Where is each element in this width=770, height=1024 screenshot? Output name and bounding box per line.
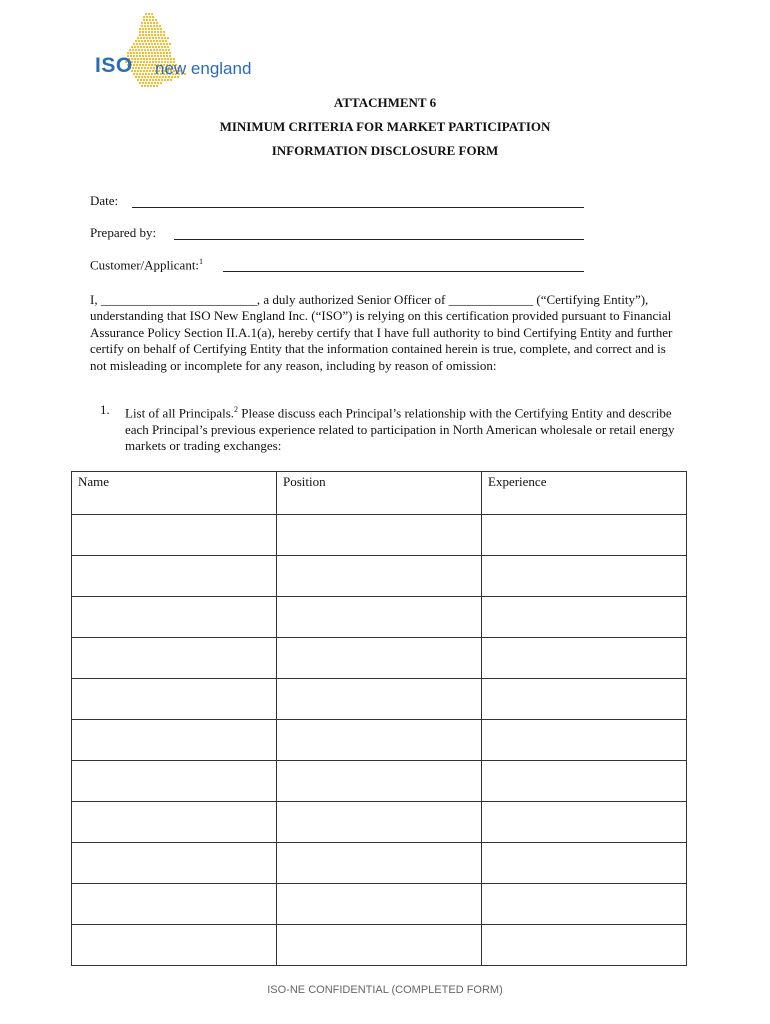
position-cell[interactable] [277, 720, 482, 761]
map-dot [139, 55, 141, 57]
position-cell[interactable] [277, 638, 482, 679]
map-dot [136, 73, 138, 75]
map-dot [147, 67, 149, 69]
map-dot [137, 58, 139, 60]
position-cell[interactable] [277, 556, 482, 597]
table-row [72, 802, 687, 843]
map-dot [138, 49, 140, 51]
name-cell[interactable] [72, 638, 277, 679]
map-dot [160, 28, 162, 30]
attachment-title: ATTACHMENT 6 [333, 95, 437, 110]
customer-applicant-blank-line[interactable] [223, 271, 584, 272]
prepared-by-field[interactable] [90, 225, 156, 241]
map-dot [160, 52, 162, 54]
map-dot [143, 79, 145, 81]
map-dot [157, 28, 159, 30]
map-dot [160, 43, 162, 45]
map-dot [135, 67, 137, 69]
form-title: INFORMATION DISCLOSURE FORM [271, 143, 499, 158]
map-dot [145, 31, 147, 33]
map-dot [158, 37, 160, 39]
map-dot [143, 61, 145, 63]
map-dot [138, 67, 140, 69]
map-dot [152, 46, 154, 48]
customer-applicant-field[interactable] [90, 257, 203, 273]
name-cell[interactable] [72, 925, 277, 966]
map-dot [138, 40, 140, 42]
map-dot [163, 34, 165, 36]
map-dot [150, 25, 152, 27]
experience-cell[interactable] [482, 556, 687, 597]
map-dot [134, 70, 136, 72]
map-dot [143, 58, 145, 60]
map-dot [153, 40, 155, 42]
map-dot [150, 76, 152, 78]
map-dot [146, 58, 148, 60]
map-dot [142, 43, 144, 45]
map-dot [152, 19, 154, 21]
map-dot [145, 82, 147, 84]
map-dot [157, 34, 159, 36]
map-dot [146, 37, 148, 39]
experience-cell[interactable] [482, 515, 687, 556]
experience-cell[interactable] [482, 720, 687, 761]
map-dot [151, 52, 153, 54]
map-dot [141, 76, 143, 78]
map-dot [151, 13, 153, 15]
certification-paragraph: I, ________________________, a duly authorized Senior Officer of _____________ (“Certifying Entity”), understanding that ISO New England Inc. (“ISO”) is relying on this certification provided pursuant to Financial Assurance Policy Section II.A.1(a), hereby certify that I have full authority to bind Certifying Entity and further certify on behalf of Certifying Entity that the information contained herein is true, complete, and correct and is not misleading or incomplete for any reason, including by reason of omission: [90, 292, 673, 373]
position-cell[interactable] [277, 515, 482, 556]
map-dot [157, 43, 159, 45]
position-cell[interactable] [277, 761, 482, 802]
map-dot [154, 31, 156, 33]
map-dot [150, 40, 152, 42]
map-dot [148, 43, 150, 45]
date-field[interactable] [90, 193, 118, 209]
map-dot [140, 79, 142, 81]
map-dot [148, 82, 150, 84]
map-dot [147, 85, 149, 87]
map-dot [150, 67, 152, 69]
map-dot [151, 55, 153, 57]
experience-cell[interactable] [482, 597, 687, 638]
map-dot [140, 46, 142, 48]
map-dot [161, 37, 163, 39]
map-dot [139, 34, 141, 36]
map-dot [169, 43, 171, 45]
map-dot [148, 31, 150, 33]
map-dot [140, 37, 142, 39]
map-dot [143, 16, 145, 18]
map-dot [147, 40, 149, 42]
name-cell[interactable] [72, 761, 277, 802]
experience-cell[interactable] [482, 884, 687, 925]
map-dot [154, 52, 156, 54]
map-dot [137, 61, 139, 63]
map-dot [157, 31, 159, 33]
map-dot [163, 43, 165, 45]
map-dot [133, 64, 135, 66]
confidential-footer: ISO-NE CONFIDENTIAL (COMPLETED FORM) [267, 984, 503, 996]
map-dot [134, 61, 136, 63]
map-dot [146, 61, 148, 63]
map-dot [148, 13, 150, 15]
table-row [72, 761, 687, 802]
map-dot [136, 55, 138, 57]
table-row [72, 515, 687, 556]
map-dot [132, 49, 134, 51]
map-dot [148, 34, 150, 36]
map-dot [148, 28, 150, 30]
table-row [72, 843, 687, 884]
footnote-1-marker: 1 [199, 257, 204, 266]
map-dot [137, 37, 139, 39]
map-dot [145, 64, 147, 66]
name-cell[interactable] [72, 515, 277, 556]
map-dot [135, 49, 137, 51]
map-dot [147, 76, 149, 78]
map-dot [149, 61, 151, 63]
map-dot [142, 34, 144, 36]
map-dot [150, 22, 152, 24]
name-cell[interactable] [72, 679, 277, 720]
map-dot [154, 82, 156, 84]
table-row [72, 884, 687, 925]
map-dot [137, 70, 139, 72]
map-dot [153, 22, 155, 24]
map-dot [152, 61, 154, 63]
map-dot [151, 73, 153, 75]
table-row [72, 638, 687, 679]
position-cell[interactable] [277, 679, 482, 720]
map-dot [170, 79, 172, 81]
map-dot [163, 52, 165, 54]
map-dot [139, 28, 141, 30]
map-dot [165, 49, 167, 51]
map-dot [167, 46, 169, 48]
map-dot [144, 67, 146, 69]
map-dot [149, 79, 151, 81]
principals-table [71, 471, 687, 966]
experience-cell[interactable] [482, 802, 687, 843]
map-dot [152, 37, 154, 39]
map-dot [146, 16, 148, 18]
map-dot [142, 55, 144, 57]
map-dot [145, 43, 147, 45]
map-dot [166, 55, 168, 57]
map-dot [155, 19, 157, 21]
name-cell[interactable] [72, 843, 277, 884]
table-row [72, 597, 687, 638]
map-dot [161, 79, 163, 81]
map-dot [133, 73, 135, 75]
map-dot [163, 31, 165, 33]
map-dot [159, 40, 161, 42]
map-dot [154, 55, 156, 57]
map-dot [145, 55, 147, 57]
map-dot [167, 37, 169, 39]
table-row [72, 556, 687, 597]
item-number: 1. [100, 402, 110, 417]
map-dot [143, 70, 145, 72]
experience-cell[interactable] [482, 843, 687, 884]
map-dot [136, 43, 138, 45]
logo-iso-text: ISO [95, 54, 133, 77]
item-description: Please discuss each Principal’s relationship with the Certifying Entity and describe each Principal’s previous experience related to participation in North American wholesale or retail energy markets or trading exchanges: [125, 405, 675, 454]
date-blank-line[interactable] [132, 207, 584, 208]
map-dot [152, 58, 154, 60]
map-dot [160, 82, 162, 84]
experience-cell[interactable] [482, 638, 687, 679]
table-row [72, 925, 687, 966]
experience-cell[interactable] [482, 925, 687, 966]
map-dot [142, 28, 144, 30]
map-dot [157, 82, 159, 84]
map-dot [151, 64, 153, 66]
map-dot [159, 49, 161, 51]
table-header-row [72, 472, 687, 515]
map-dot [141, 40, 143, 42]
map-dot [135, 40, 137, 42]
map-dot [141, 67, 143, 69]
map-dot [142, 64, 144, 66]
map-dot [152, 70, 154, 72]
map-dot [144, 85, 146, 87]
map-dot [149, 46, 151, 48]
map-dot [153, 25, 155, 27]
map-dot [142, 52, 144, 54]
map-dot [157, 55, 159, 57]
name-cell[interactable] [72, 802, 277, 843]
map-dot [164, 37, 166, 39]
map-dot [151, 43, 153, 45]
column-header-name: Name [72, 472, 277, 515]
map-dot [139, 73, 141, 75]
map-dot [136, 64, 138, 66]
map-dot [144, 40, 146, 42]
position-cell[interactable] [277, 597, 482, 638]
map-dot [156, 85, 158, 87]
map-dot [146, 79, 148, 81]
map-dot [147, 25, 149, 27]
map-dot [134, 46, 136, 48]
map-dot [147, 49, 149, 51]
prepared-by-blank-line[interactable] [174, 239, 584, 240]
map-dot [148, 64, 150, 66]
map-dot [133, 43, 135, 45]
map-dot [139, 43, 141, 45]
map-dot [142, 82, 144, 84]
position-cell[interactable] [277, 884, 482, 925]
map-dot [144, 22, 146, 24]
map-dot [155, 46, 157, 48]
map-dot [151, 34, 153, 36]
map-dot [166, 52, 168, 54]
experience-cell[interactable] [482, 679, 687, 720]
map-dot [151, 82, 153, 84]
map-dot [145, 28, 147, 30]
map-dot [153, 49, 155, 51]
name-cell[interactable] [72, 884, 277, 925]
date-label: Date: [90, 193, 119, 208]
map-dot [155, 37, 157, 39]
map-dot [146, 19, 148, 21]
map-dot [141, 22, 143, 24]
map-dot [160, 55, 162, 57]
column-header-position: Position [277, 472, 482, 515]
map-dot [133, 55, 135, 57]
item-text [125, 402, 690, 455]
map-dot [141, 25, 143, 27]
logo-new-england-text: new england [155, 59, 252, 78]
map-dot [165, 40, 167, 42]
map-dot [149, 19, 151, 21]
map-dot [145, 13, 147, 15]
map-dot [154, 28, 156, 30]
map-dot [158, 46, 160, 48]
map-dot [136, 52, 138, 54]
map-dot [150, 85, 152, 87]
map-dot [137, 79, 139, 81]
map-dot [139, 31, 141, 33]
name-cell[interactable] [72, 597, 277, 638]
map-dot [157, 52, 159, 54]
map-dot [148, 55, 150, 57]
map-dot [143, 46, 145, 48]
map-dot [139, 52, 141, 54]
name-cell[interactable] [72, 720, 277, 761]
map-dot [156, 22, 158, 24]
map-dot [140, 70, 142, 72]
map-dot [142, 31, 144, 33]
map-dot [159, 25, 161, 27]
map-dot [169, 52, 171, 54]
map-dot [167, 79, 169, 81]
map-dot [163, 55, 165, 57]
map-dot [152, 79, 154, 81]
map-dot [135, 76, 137, 78]
prepared-by-label: Prepared by: [90, 225, 157, 240]
map-dot [146, 46, 148, 48]
map-dot [168, 49, 170, 51]
map-dot [169, 55, 171, 57]
customer-applicant-label: Customer/Applicant: [90, 257, 200, 273]
map-dot [139, 64, 141, 66]
position-cell[interactable] [277, 925, 482, 966]
map-dot [145, 52, 147, 54]
map-dot [140, 61, 142, 63]
map-dot [134, 58, 136, 60]
map-dot [137, 46, 139, 48]
footnote-2-marker: 2 [234, 405, 239, 414]
criteria-title: MINIMUM CRITERIA FOR MARKET PARTICIPATION [219, 119, 551, 134]
map-dot [145, 34, 147, 36]
map-dot [162, 49, 164, 51]
map-dot [143, 19, 145, 21]
map-dot [141, 49, 143, 51]
map-dot [148, 52, 150, 54]
map-dot [144, 49, 146, 51]
map-dot [155, 79, 157, 81]
experience-cell[interactable] [482, 761, 687, 802]
map-dot [158, 79, 160, 81]
iso-new-england-logo [92, 12, 262, 90]
map-dot [150, 49, 152, 51]
table-row [72, 720, 687, 761]
map-dot [139, 82, 141, 84]
map-dot [129, 49, 131, 51]
map-dot [151, 31, 153, 33]
map-dot [144, 76, 146, 78]
map-dot [145, 73, 147, 75]
map-dot [149, 16, 151, 18]
column-header-experience: Experience [482, 472, 687, 515]
table-row [72, 679, 687, 720]
map-dot [161, 46, 163, 48]
map-dot [153, 85, 155, 87]
map-dot [154, 34, 156, 36]
map-dot [166, 43, 168, 45]
map-dot [156, 25, 158, 27]
position-cell[interactable] [277, 843, 482, 884]
map-dot [162, 40, 164, 42]
map-dot [154, 43, 156, 45]
map-dot [149, 37, 151, 39]
map-dot [156, 40, 158, 42]
position-cell[interactable] [277, 802, 482, 843]
map-dot [133, 52, 135, 54]
map-dot [149, 70, 151, 72]
map-dot [140, 58, 142, 60]
map-dot [149, 58, 151, 60]
map-dot [147, 22, 149, 24]
item-lead: List of all Principals. [125, 405, 235, 421]
map-dot [148, 73, 150, 75]
map-dot [146, 70, 148, 72]
map-dot [152, 16, 154, 18]
map-dot [144, 25, 146, 27]
map-dot [142, 73, 144, 75]
map-dot [160, 34, 162, 36]
map-dot [131, 46, 133, 48]
map-dot [143, 37, 145, 39]
name-cell[interactable] [72, 556, 277, 597]
map-dot [164, 46, 166, 48]
map-dot [160, 31, 162, 33]
map-dot [138, 76, 140, 78]
map-dot [141, 85, 143, 87]
map-dot [164, 79, 166, 81]
map-dot [156, 49, 158, 51]
map-dot [151, 28, 153, 30]
